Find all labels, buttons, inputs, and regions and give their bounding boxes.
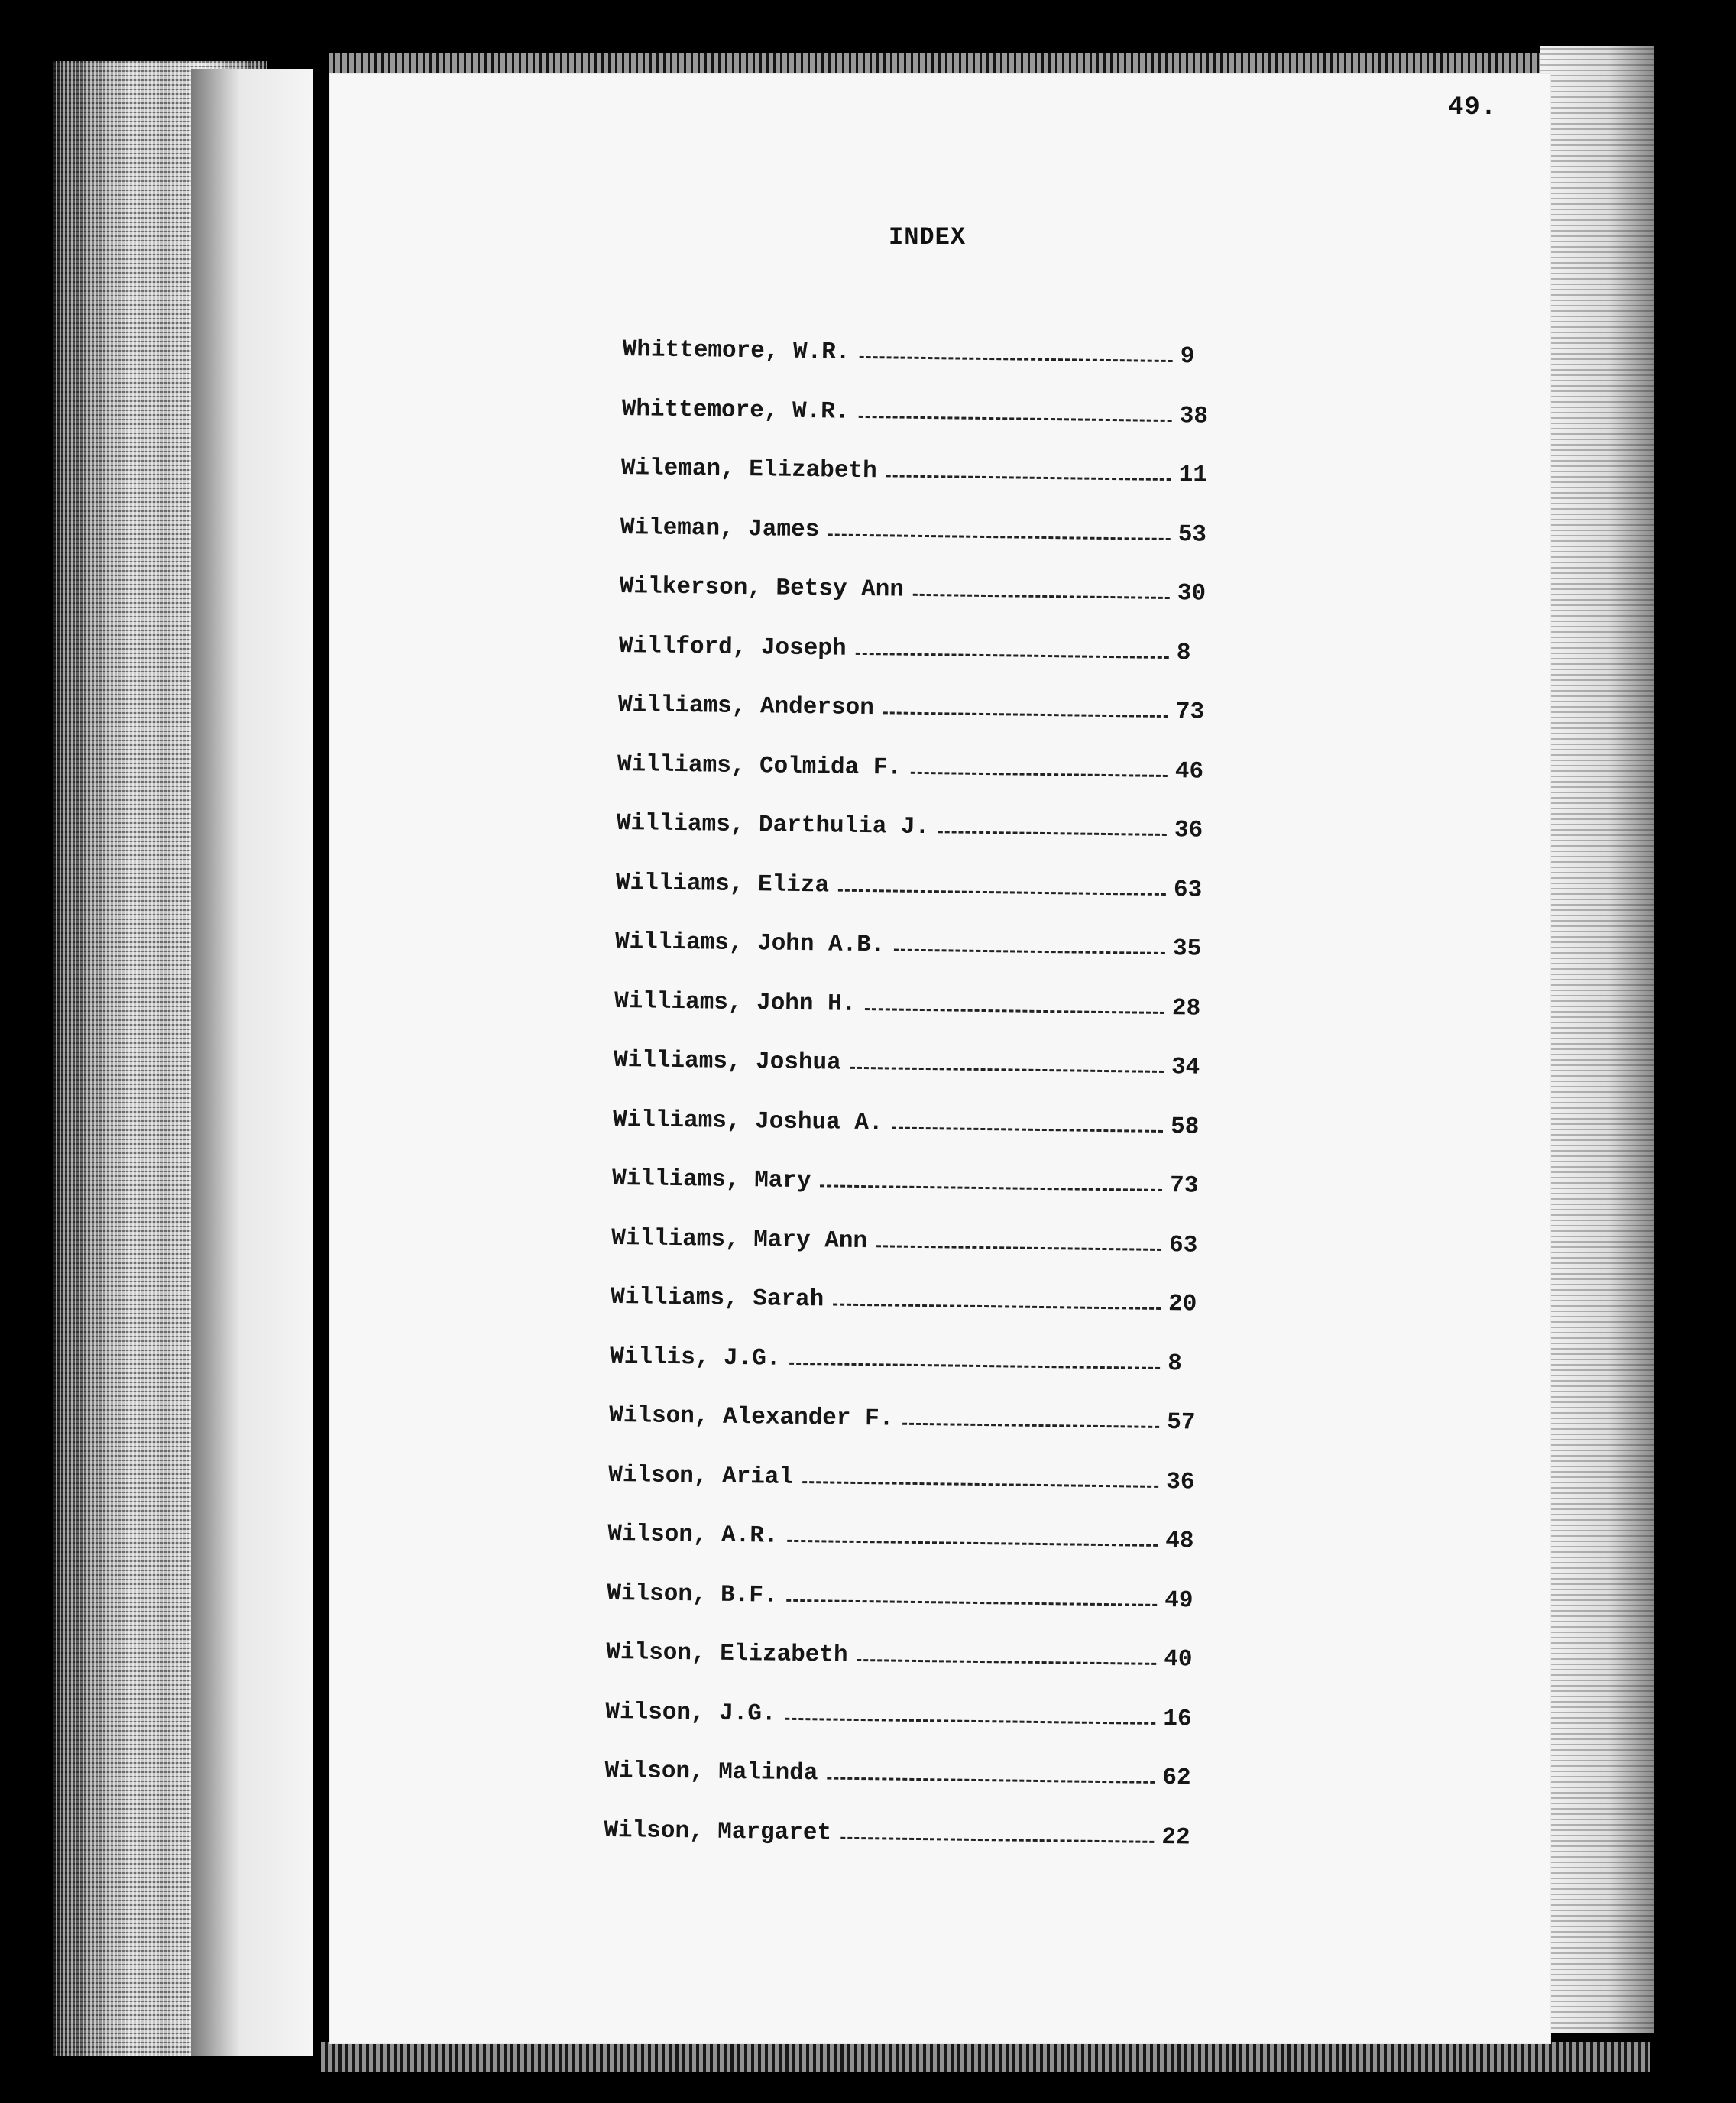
dotted-leader — [789, 1362, 1160, 1369]
index-entry — [604, 1816, 1216, 1884]
entry-name: Wilson, J.G. — [605, 1698, 776, 1728]
binding-shadow — [191, 69, 313, 2056]
index-entry — [610, 1284, 1222, 1351]
entry-page-number: 36 — [1165, 1468, 1195, 1496]
entry-page-number: 63 — [1173, 876, 1203, 904]
dotted-leader — [820, 1184, 1162, 1191]
dotted-leader — [840, 1836, 1154, 1842]
dotted-leader — [833, 1304, 1161, 1310]
entry-name: Wilson, Elizabeth — [606, 1638, 848, 1669]
index-entry — [618, 632, 1230, 699]
dotted-leader — [828, 533, 1171, 540]
index-entry — [615, 869, 1227, 936]
index-entry — [621, 395, 1233, 462]
entry-page-number: 36 — [1174, 817, 1203, 844]
entry-page-number: 8 — [1176, 639, 1191, 666]
entry-name: Wilson, Malinda — [604, 1757, 818, 1787]
index-entry — [616, 810, 1228, 877]
entry-page-number: 30 — [1177, 580, 1206, 608]
index-entry — [607, 1521, 1219, 1588]
entry-name: Williams, Sarah — [610, 1283, 824, 1314]
entry-page-number: 8 — [1167, 1350, 1182, 1377]
dotted-leader — [785, 1717, 1156, 1724]
index-entry — [619, 573, 1231, 640]
entry-name: Wileman, James — [620, 514, 820, 543]
sheet-bottom-edge — [321, 2042, 1650, 2072]
entry-name: Wilkerson, Betsy Ann — [619, 572, 905, 604]
entry-name: Williams, Mary — [611, 1165, 811, 1195]
entry-name: Williams, John H. — [614, 987, 857, 1018]
index-entry — [611, 1224, 1223, 1291]
page-title: INDEX — [889, 223, 967, 251]
dotted-leader — [883, 711, 1168, 718]
sheet-right-edge — [1540, 46, 1654, 2033]
index-entry — [608, 1402, 1220, 1470]
entry-page-number: 22 — [1161, 1823, 1190, 1851]
index-entry — [611, 1165, 1223, 1233]
index-entry — [620, 455, 1232, 522]
entry-page-number: 20 — [1168, 1291, 1197, 1318]
index-entry — [614, 928, 1226, 996]
entry-page-number: 57 — [1166, 1409, 1196, 1437]
dotted-leader — [858, 415, 1171, 421]
index-entry — [607, 1580, 1219, 1647]
index-entry — [605, 1698, 1217, 1765]
dotted-leader — [838, 889, 1166, 895]
dotted-leader — [865, 1008, 1164, 1014]
entry-page-number: 62 — [1162, 1764, 1191, 1792]
index-entry — [613, 1047, 1225, 1114]
entry-page-number: 58 — [1170, 1113, 1200, 1141]
entry-page-number: 9 — [1180, 343, 1195, 371]
entry-page-number: 35 — [1172, 935, 1202, 963]
entry-page-number: 49 — [1164, 1586, 1194, 1615]
entry-name: Wilson, Arial — [608, 1461, 794, 1491]
entry-name: Williams, Mary Ann — [611, 1224, 868, 1255]
entry-page-number: 48 — [1165, 1528, 1194, 1555]
dotted-leader — [876, 1245, 1161, 1251]
index-entry — [609, 1343, 1221, 1410]
entry-page-number: 73 — [1169, 1172, 1199, 1200]
index-entry — [612, 1106, 1224, 1173]
dotted-leader — [787, 1540, 1158, 1547]
entry-name: Wilson, A.R. — [607, 1520, 779, 1550]
entry-name: Williams, Colmida F. — [617, 750, 902, 782]
dotted-leader — [892, 1126, 1163, 1132]
index-list — [604, 336, 1234, 1884]
dotted-leader — [802, 1481, 1158, 1488]
entry-name: Williams, Darthulia J. — [616, 809, 930, 841]
index-entry — [622, 336, 1234, 403]
entry-name: Wileman, Elizabeth — [620, 454, 877, 485]
entry-name: Whittemore, W.R. — [622, 336, 850, 366]
dotted-leader — [859, 356, 1172, 362]
entry-name: Wilson, Margaret — [604, 1816, 832, 1847]
entry-name: Willis, J.G. — [610, 1343, 781, 1372]
entry-page-number: 46 — [1174, 757, 1204, 786]
entry-name: Whittemore, W.R. — [621, 395, 850, 426]
dotted-leader — [827, 1777, 1155, 1784]
entry-page-number: 38 — [1179, 402, 1209, 430]
dotted-leader — [857, 1659, 1157, 1665]
dotted-leader — [850, 1067, 1164, 1073]
entry-page-number: 63 — [1168, 1231, 1198, 1259]
entry-name: Williams, Anderson — [617, 691, 874, 722]
entry-page-number: 40 — [1164, 1646, 1193, 1674]
dotted-leader — [855, 652, 1168, 658]
dotted-leader — [902, 1423, 1159, 1428]
index-entry — [620, 514, 1232, 581]
index-entry — [606, 1639, 1218, 1706]
entry-name: Wilson, B.F. — [607, 1580, 778, 1609]
index-entry — [604, 1758, 1216, 1825]
dotted-leader — [786, 1599, 1157, 1606]
index-entry — [617, 750, 1229, 818]
dotted-leader — [913, 594, 1170, 599]
dotted-leader — [894, 949, 1165, 954]
entry-name: Williams, Joshua A. — [612, 1106, 883, 1136]
entry-name: Williams, Joshua — [613, 1046, 841, 1077]
entry-name: Williams, John A.B. — [614, 928, 886, 959]
entry-page-number: 16 — [1163, 1705, 1192, 1732]
entry-page-number: 28 — [1171, 994, 1201, 1022]
page-number: 49. — [1448, 93, 1498, 122]
entry-page-number: 34 — [1171, 1054, 1200, 1081]
entry-page-number: 73 — [1175, 698, 1205, 726]
entry-name: Williams, Eliza — [615, 869, 830, 899]
entry-page-number: 53 — [1177, 520, 1207, 549]
dotted-leader — [911, 771, 1168, 776]
entry-page-number: 11 — [1178, 462, 1208, 489]
index-entry — [614, 987, 1226, 1055]
entry-name: Willford, Joseph — [618, 632, 847, 663]
dotted-leader — [886, 475, 1171, 481]
dotted-leader — [938, 831, 1167, 836]
index-entry — [608, 1461, 1220, 1528]
index-entry — [617, 692, 1229, 759]
entry-name: Wilson, Alexander F. — [609, 1401, 894, 1433]
